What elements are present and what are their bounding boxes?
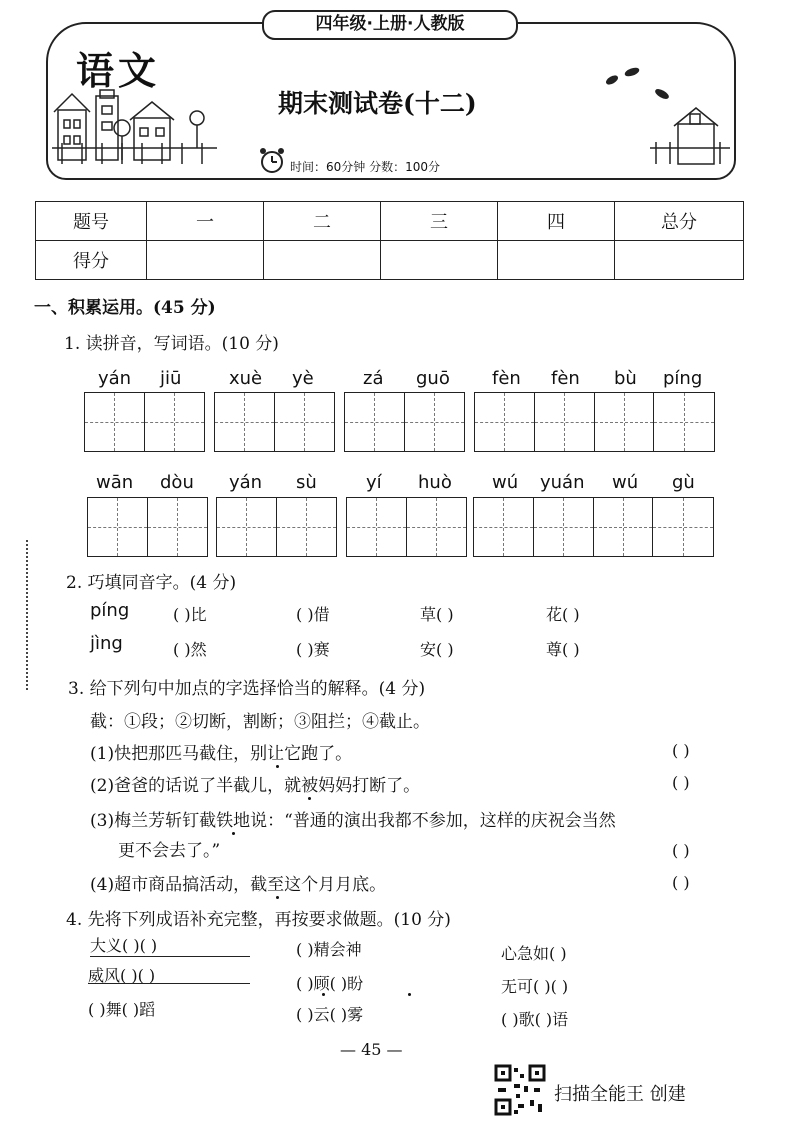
definition-options: 截：①段；②切断，割断；③阻拦；④截止。 [90, 712, 430, 732]
score-table [35, 201, 744, 280]
pinyin: fèn [492, 368, 521, 389]
question-title: 1. 读拼音，写词语。(10 分) [64, 334, 279, 354]
fill-blank[interactable]: 安( ) [420, 640, 454, 659]
pinyin: píng [90, 600, 130, 621]
emphasis-dot [408, 993, 411, 996]
emphasis-dot [308, 797, 311, 800]
score-table-header-row [36, 202, 744, 241]
pinyin: huò [418, 472, 452, 493]
idiom-blank[interactable]: ( )精会神 [296, 940, 362, 959]
answer-blank[interactable]: ( ) [672, 841, 690, 860]
fill-blank[interactable]: 花( ) [546, 605, 580, 624]
table-cell: 总分 [615, 202, 744, 241]
pinyin: wān [96, 472, 134, 493]
writing-grid[interactable] [87, 497, 208, 557]
table-cell: 三 [381, 202, 498, 241]
pinyin: fèn [551, 368, 580, 389]
fill-blank[interactable]: ( )赛 [296, 640, 330, 659]
answer-blank[interactable]: ( ) [672, 741, 690, 760]
question-title: 2. 巧填同音字。(4 分) [66, 573, 237, 593]
writing-grid[interactable] [473, 497, 714, 557]
fill-blank[interactable]: 草( ) [420, 605, 454, 624]
pinyin: jiū [160, 368, 182, 389]
writing-grid[interactable] [474, 392, 715, 452]
pinyin: yí [366, 472, 382, 493]
pinyin: gù [672, 472, 695, 493]
pinyin: xuè [229, 368, 263, 389]
question-title: 3. 给下列句中加点的字选择恰当的解释。(4 分) [68, 679, 426, 699]
sentence: (2)爸爸的话说了半截儿，就被妈妈打断了。 [90, 776, 421, 796]
subject-title: 语文 [76, 48, 161, 93]
pinyin: bù [614, 368, 637, 389]
writing-grid[interactable] [84, 392, 205, 452]
sentence: (4)超市商品搞活动，截至这个月月底。 [90, 875, 387, 895]
fill-blank[interactable]: 尊( ) [546, 640, 580, 659]
alarm-clock-icon [258, 146, 286, 176]
idiom-blank[interactable]: ( )云( )雾 [296, 1005, 364, 1024]
writing-grid[interactable] [344, 392, 465, 452]
score-input-cell[interactable] [615, 241, 744, 280]
pinyin: zá [363, 368, 384, 389]
fill-blank[interactable]: ( )借 [296, 605, 330, 624]
writing-grid[interactable] [216, 497, 337, 557]
idiom-blank[interactable]: ( )舞( )蹈 [88, 1000, 156, 1019]
sentence: (3)梅兰芳斩钉截铁地说：“普通的演出我都不参加，这样的庆祝会当然 [90, 811, 616, 831]
scanner-watermark: 扫描全能王 创建 [554, 1084, 686, 1105]
answer-blank[interactable]: ( ) [672, 773, 690, 792]
fill-blank[interactable]: ( )比 [173, 605, 207, 624]
idiom-blank[interactable]: 威风( )( ) [88, 966, 156, 985]
exam-title: 期末测试卷(十二) [278, 89, 477, 118]
sentence: (1)快把那匹马截住，别让它跑了。 [90, 744, 353, 764]
pinyin: yè [292, 368, 314, 389]
score-input-cell[interactable] [498, 241, 615, 280]
emphasis-dot [276, 765, 279, 768]
houses-leaves-illustration [600, 66, 730, 166]
score-input-cell[interactable] [264, 241, 381, 280]
pinyin: dòu [160, 472, 194, 493]
idiom-blank[interactable]: 大义( )( ) [90, 933, 250, 957]
pinyin: píng [663, 368, 703, 389]
emphasis-dot [232, 832, 235, 835]
qr-code-icon [494, 1064, 546, 1116]
question-title: 4. 先将下列成语补充完整，再按要求做题。(10 分) [66, 910, 451, 930]
section-title: 一、积累运用。(45 分) [34, 298, 216, 318]
fill-blank[interactable]: ( )然 [173, 640, 207, 659]
idiom-blank[interactable]: ( )歌( )语 [501, 1010, 569, 1029]
table-cell: 得分 [36, 241, 147, 280]
emphasis-dot [322, 993, 325, 996]
page-number: — 45 — [340, 1040, 403, 1059]
pinyin: yán [98, 368, 132, 389]
idiom-blank[interactable]: 心急如( ) [501, 944, 567, 963]
grade-banner: 四年级·上册·人教版 [262, 10, 518, 40]
houses-illustration [52, 88, 217, 166]
table-cell: 二 [264, 202, 381, 241]
pinyin: wú [612, 472, 639, 493]
score-input-cell[interactable] [381, 241, 498, 280]
pinyin: guō [416, 368, 450, 389]
score-input-cell[interactable] [147, 241, 264, 280]
sentence: 更不会去了。” [118, 841, 221, 861]
table-cell: 题号 [36, 202, 147, 241]
pinyin: yuán [540, 472, 585, 493]
writing-grid[interactable] [346, 497, 467, 557]
underline [88, 983, 250, 984]
binding-line [26, 540, 28, 690]
writing-grid[interactable] [214, 392, 335, 452]
table-cell: 一 [147, 202, 264, 241]
score-table-score-row [36, 241, 744, 280]
pinyin: wú [492, 472, 519, 493]
answer-blank[interactable]: ( ) [672, 873, 690, 892]
time-info: 时间：60分钟 分数：100分 [290, 160, 440, 174]
idiom-blank[interactable]: 无可( )( ) [501, 977, 569, 996]
pinyin: sù [296, 472, 317, 493]
emphasis-dot [276, 896, 279, 899]
pinyin: yán [229, 472, 263, 493]
idiom-blank[interactable]: ( )顾( )盼 [296, 974, 364, 993]
table-cell: 四 [498, 202, 615, 241]
pinyin: jìng [90, 633, 123, 654]
